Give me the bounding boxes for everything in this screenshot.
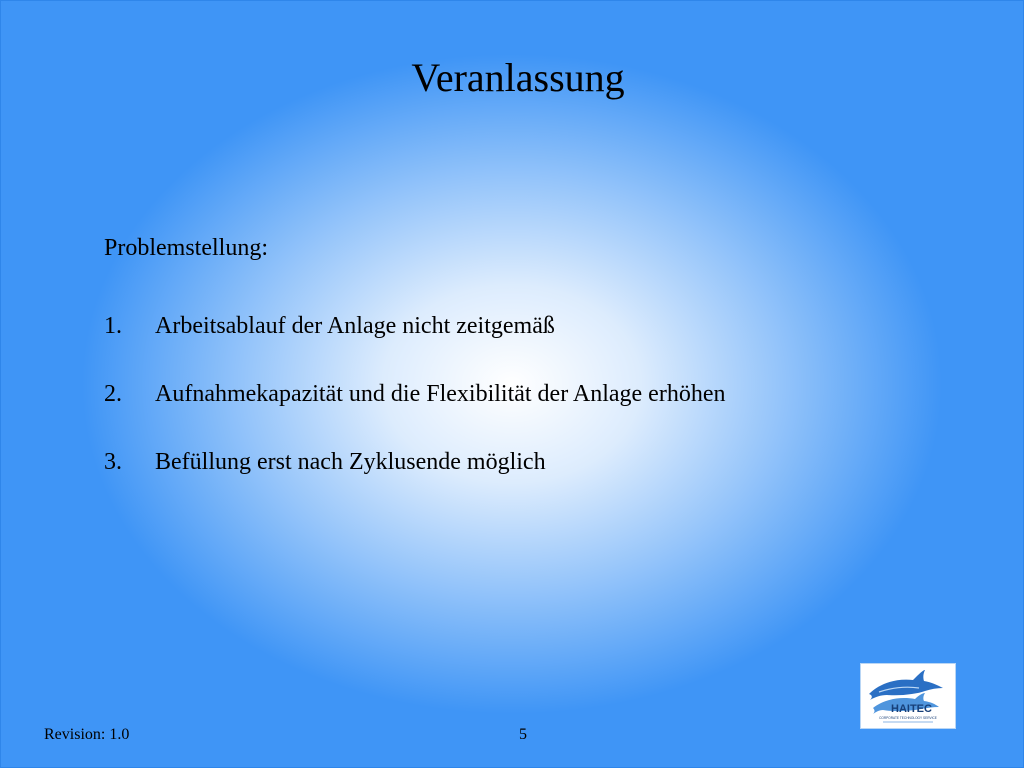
logo-brand: HAITEC [891, 703, 932, 715]
list-item-number: 3. [104, 449, 122, 475]
list-item [104, 376, 725, 412]
haitec-logo [861, 664, 955, 728]
list-item-number: 1. [104, 313, 122, 339]
list-item-text: Aufnahmekapazität und die Flexibilität der Anlage erhöhen [155, 381, 726, 407]
list-item [104, 444, 546, 480]
shark-logo-icon [861, 664, 955, 728]
subheading: Problemstellung: [104, 235, 268, 261]
revision-label: Revision: 1.0 [44, 726, 130, 743]
list-item-text: Befüllung erst nach Zyklusende möglich [155, 449, 546, 475]
logo-tagline: CORPORATE TECHNOLOGY SERVICE [879, 716, 937, 720]
list-item-number: 2. [104, 381, 122, 407]
page-number: 5 [519, 726, 527, 743]
slide-title: Veranlassung [411, 55, 625, 100]
list-item-text: Arbeitsablauf der Anlage nicht zeitgemäß [155, 313, 555, 339]
list-item [104, 308, 555, 344]
